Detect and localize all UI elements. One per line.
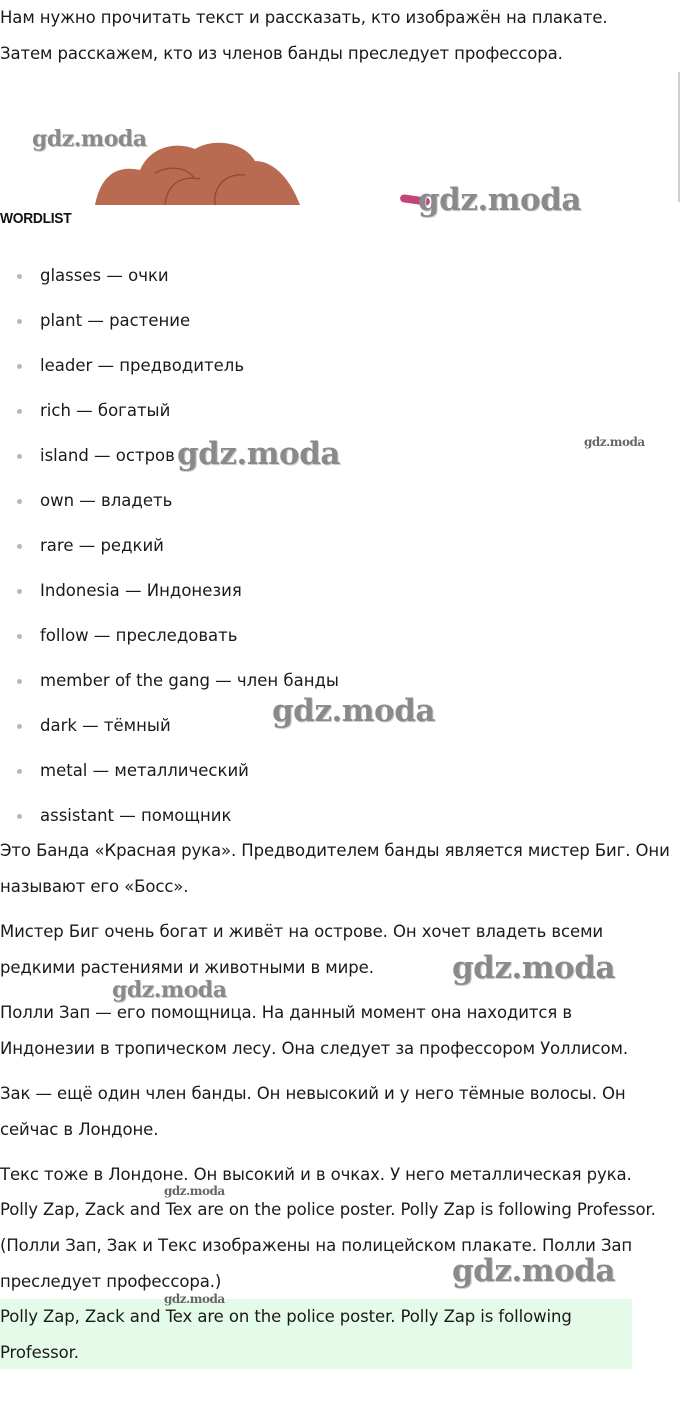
bullet-icon — [17, 454, 22, 459]
bullet-icon — [17, 274, 22, 279]
list-item: follow — преследовать — [0, 615, 339, 660]
watermark: gdz.moda — [452, 950, 615, 986]
watermark: gdz.moda — [177, 436, 340, 472]
wordlist-heading: WORDLIST — [0, 210, 72, 227]
paragraph: Это Банда «Красная рука». Предводителем банды является мистер Биг. Они называют его «Босс». — [0, 841, 670, 896]
bullet-icon — [17, 634, 22, 639]
list-item: plant — растение — [0, 300, 339, 345]
wordlist — [0, 255, 339, 840]
bullet-icon — [17, 814, 22, 819]
bullet-icon — [17, 499, 22, 504]
watermark: gdz.moda — [584, 435, 645, 449]
list-item: glasses — очки — [0, 255, 339, 300]
watermark: gdz.moda — [112, 977, 227, 1003]
bullet-icon — [17, 724, 22, 729]
paragraph: Зак — ещё один член банды. Он невысокий и у него тёмные волосы. Он сейчас в Лондоне. — [0, 1084, 626, 1139]
paragraph: Текс тоже в Лондоне. Он высокий и в очках. У него металлическая рука. — [0, 1165, 632, 1184]
list-item: own — владеть — [0, 480, 339, 525]
paragraph: Полли Зап — его помощница. На данный момент она находится в Индонезии в тропическом лесу. Она следует за профессором Уоллисом. — [0, 1003, 628, 1058]
bullet-icon — [17, 679, 22, 684]
list-item: rich — богатый — [0, 390, 339, 435]
watermark: gdz.moda — [418, 182, 581, 218]
list-item: leader — предводитель — [0, 345, 339, 390]
list-item: member of the gang — член банды — [0, 660, 339, 705]
watermark: gdz.moda — [272, 693, 435, 729]
bullet-icon — [17, 364, 22, 369]
highlighted-answer: Polly Zap, Zack and Tex are on the police poster. Polly Zap is following Professor. — [0, 1307, 572, 1362]
watermark: gdz.moda — [32, 126, 147, 152]
list-item: rare — редкий — [0, 525, 339, 570]
list-item: island — остров — [0, 435, 339, 480]
paragraph: Мистер Биг очень богат и живёт на острове. Он хочет владеть всеми редкими растениями и животными в мире. — [0, 922, 604, 977]
bullet-icon — [17, 319, 22, 324]
answer-russian: (Полли Зап, Зак и Текс изображены на полицейском плакате. Полли Зап преследует профессора.) — [0, 1236, 633, 1291]
answer-english: Polly Zap, Zack and Tex are on the police poster. Polly Zap is following Professor. — [0, 1200, 656, 1219]
list-item: dark — тёмный — [0, 705, 339, 750]
watermark: gdz.moda — [164, 1292, 225, 1306]
list-item: assistant — помощник — [0, 795, 339, 840]
watermark: gdz.moda — [452, 1253, 615, 1289]
bullet-icon — [17, 544, 22, 549]
bullet-icon — [17, 409, 22, 414]
bullet-icon — [17, 769, 22, 774]
bullet-icon — [17, 589, 22, 594]
intro-text: Нам нужно прочитать текст и рассказать, кто изображён на плакате. Затем расскажем, кто из членов банды преследует профессора. — [0, 8, 608, 63]
watermark: gdz.moda — [164, 1184, 225, 1198]
list-item: metal — металлический — [0, 750, 339, 795]
list-item: Indonesia — Индонезия — [0, 570, 339, 615]
